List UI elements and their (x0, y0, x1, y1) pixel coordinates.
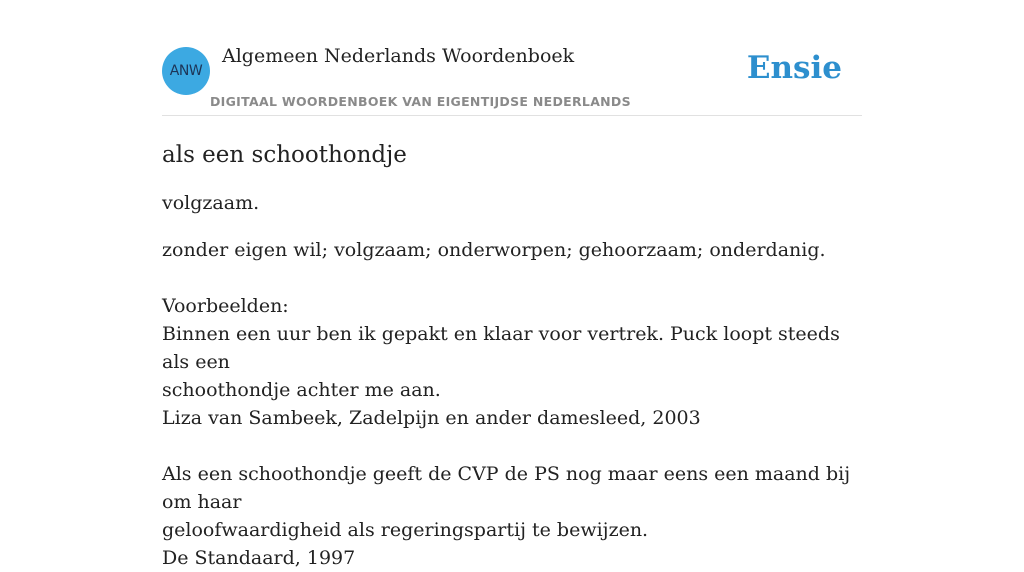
entry-content (162, 140, 862, 572)
examples-label: Voorbeelden: (162, 295, 289, 317)
spacer (162, 264, 862, 292)
site-subtitle: DIGITAAL WOORDENBOEK VAN EIGENTIJDSE NEDERLANDS (210, 94, 631, 109)
site-title[interactable]: Algemeen Nederlands Woordenboek (222, 45, 575, 67)
spacer (162, 432, 862, 460)
anw-logo[interactable]: ANW (162, 47, 210, 95)
example-source: De Standaard, 1997 (162, 547, 356, 569)
short-definition: volgzaam. (162, 192, 260, 214)
example-source: Liza van Sambeek, Zadelpijn en ander damesleed, 2003 (162, 407, 701, 429)
example-text: Binnen een uur ben ik gepakt en klaar voor vertrek. Puck loopt steeds als een (162, 323, 840, 373)
definition-block (162, 236, 862, 572)
site-header (162, 0, 862, 116)
ensie-brand-logo[interactable]: Ensie (746, 50, 842, 86)
entry-term: als een schoothondje (162, 142, 407, 168)
definition-text: zonder eigen wil; volgzaam; onderworpen; gehoorzaam; onderdanig. (162, 239, 826, 261)
example-text: Als een schoothondje geeft de CVP de PS nog maar eens een maand bij om haar (162, 463, 851, 513)
example-text: geloofwaardigheid als regeringspartij te bewijzen. (162, 519, 649, 541)
example-text: schoothondje achter me aan. (162, 379, 441, 401)
